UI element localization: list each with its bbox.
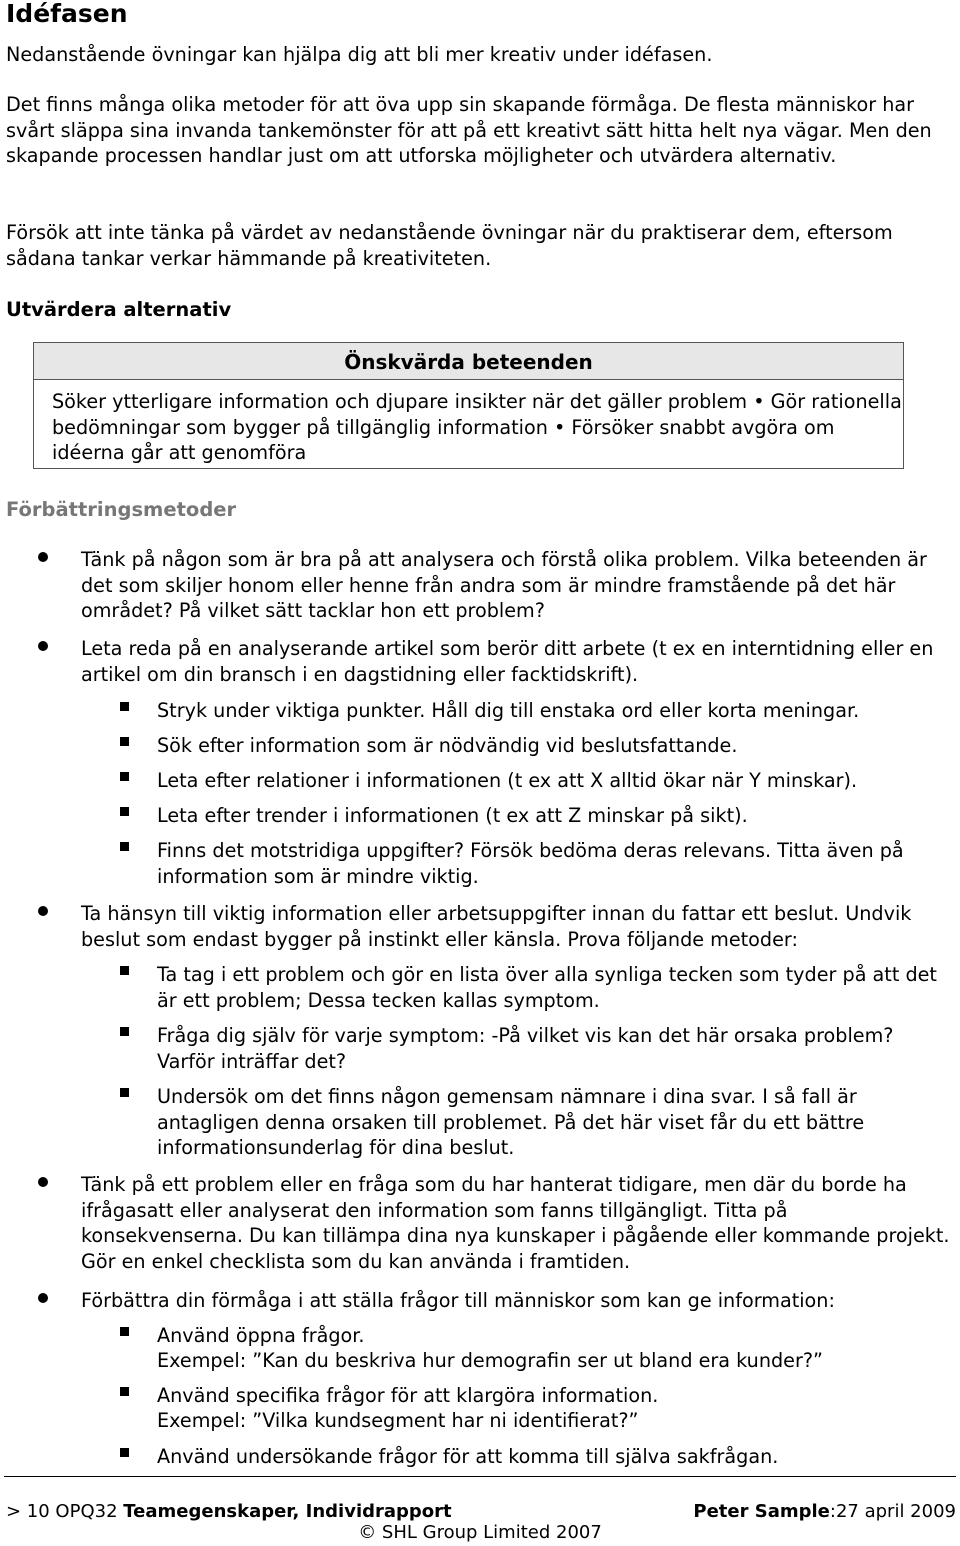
bullet-icon [38, 1177, 48, 1187]
intro-paragraph: Det finns många olika metoder för att öva upp sin skapande förmåga. De flesta människor har svårt släppa sina invanda tankemönster för att på ett kreativt sätt hitta helt nya vägar. Men den skapande processen handlar just om att utforska möjligheter och utvärdera alternativ. [6, 93, 932, 167]
list-item: Förbättra din förmåga i att ställa frågor till människor som kan ge information: [81, 1289, 835, 1312]
list-item: Ta hänsyn till viktig information eller arbetsuppgifter innan du fattar ett beslut. Undvik beslut som endast bygger på instinkt eller känsla. Prova följande metoder: [81, 902, 912, 951]
sub-list-item: Fråga dig själv för varje symptom: -På vilket vis kan det här orsaka problem? Varför inträffar det? [157, 1024, 894, 1073]
bullet-icon [38, 906, 48, 916]
square-bullet-icon [120, 737, 129, 746]
square-bullet-icon [120, 1387, 129, 1396]
sub-list-item: Leta efter relationer i informationen (t ex att X alltid ökar när Y minskar). [157, 769, 858, 792]
square-bullet-icon [120, 1327, 129, 1336]
bullet-icon [38, 1293, 48, 1303]
square-bullet-icon [120, 772, 129, 781]
sub-list-item: Leta efter trender i informationen (t ex att Z minskar på sikt). [157, 804, 748, 827]
list-item: Tänk på någon som är bra på att analysera och förstå olika problem. Vilka beteenden är det som skiljer honom eller henne från andra som är mindre framstående på det här området? På vilket sätt tacklar hon ett problem? [81, 548, 927, 622]
intro-paragraph: Nedanstående övningar kan hjälpa dig att bli mer kreativ under idéfasen. [6, 43, 713, 66]
sub-list-item: Använd specifika frågor för att klargöra information. [157, 1384, 659, 1407]
page-title: Idéfasen [6, 0, 128, 28]
sub-list-item: Sök efter information som är nödvändig vid beslutsfattande. [157, 734, 738, 757]
report-date: :27 april 2009 [829, 1501, 956, 1522]
example-text: Exempel: ”Kan du beskriva hur demografin ser ut bland era kunder?” [157, 1349, 823, 1372]
bullet-icon [38, 552, 48, 562]
square-bullet-icon [120, 807, 129, 816]
list-item: Tänk på ett problem eller en fråga som du har hanterat tidigare, men där du borde ha ifrågasatt eller analyserat den information som fanns tillgängligt. Titta på konsekvenserna. Du kan tillämpa dina nya kunskaper i pågående eller kommande projekt. Gör en enkel checklista som du kan använda i framtiden. [81, 1173, 950, 1273]
square-bullet-icon [120, 966, 129, 975]
list-item: Leta reda på en analyserande artikel som berör ditt arbete (t ex en interntidning eller en artikel om din bransch i en dagstidning eller facktidskrift). [81, 637, 934, 686]
page-reference: > 10 OPQ32 [6, 1501, 118, 1522]
sub-list-item: Använd undersökande frågor för att komma till själva sakfrågan. [157, 1445, 779, 1468]
footer-divider [4, 1476, 956, 1477]
section-heading: Utvärdera alternativ [6, 298, 232, 321]
person-name: Peter Sample [693, 1501, 830, 1522]
sub-list-item: Använd öppna frågor. [157, 1324, 365, 1347]
square-bullet-icon [120, 1088, 129, 1097]
sub-list-item: Finns det motstridiga uppgifter? Försök bedöma deras relevans. Titta även på information som är mindre viktig. [157, 839, 904, 888]
intro-paragraph: Försök att inte tänka på värdet av nedanstående övningar när du praktiserar dem, eftersom sådana tankar verkar hämmande på kreativiteten. [6, 221, 893, 270]
sub-list-item: Ta tag i ett problem och gör en lista över alla synliga tecken som tyder på att det är ett problem; Dessa tecken kallas symptom. [157, 963, 937, 1012]
sub-list-item: Stryk under viktiga punkter. Håll dig till enstaka ord eller korta meningar. [157, 699, 860, 722]
box-body-text: Söker ytterligare information och djupare insikter när det gäller problem • Gör rationella bedömningar som bygger på tillgänglig information • Försöker snabbt avgöra om idéerna går att genomföra [52, 390, 902, 464]
square-bullet-icon [120, 1027, 129, 1036]
desired-behaviours-box [33, 342, 904, 469]
sub-heading: Förbättringsmetoder [6, 498, 237, 521]
sub-list-item: Undersök om det finns någon gemensam nämnare i dina svar. I så fall är antagligen denna orsaken till problemet. På det här viset får du ett bättre informationsunderlag för dina beslut. [157, 1085, 865, 1159]
copyright: © SHL Group Limited 2007 [358, 1522, 602, 1543]
bullet-icon [38, 641, 48, 651]
box-heading: Önskvärda beteenden [34, 343, 903, 380]
example-text: Exempel: ”Vilka kundsegment har ni identifierat?” [157, 1409, 639, 1432]
square-bullet-icon [120, 702, 129, 711]
square-bullet-icon [120, 842, 129, 851]
report-title: Teamegenskaper, Individrapport [123, 1501, 452, 1522]
square-bullet-icon [120, 1448, 129, 1457]
